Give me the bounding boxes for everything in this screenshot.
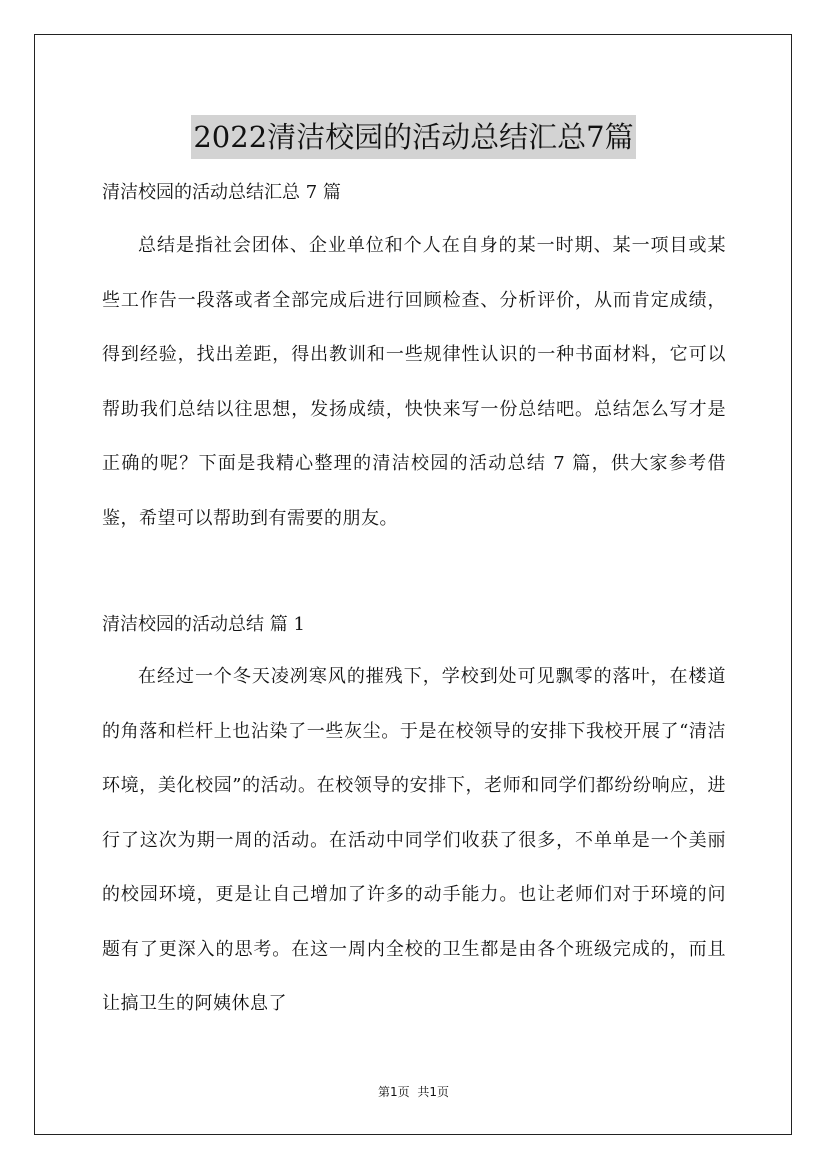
page-total: 共1页 bbox=[417, 1085, 450, 1099]
section-paragraph: 在经过一个冬天凌冽寒风的摧残下，学校到处可见飘零的落叶，在楼道的角落和栏杆上也沾染了一些灰尘。于是在校领导的安排下我校开展了“清洁环境，美化校园”的活动。在校领导的安排下，老师和同学们都纷纷响应，进行了这次为期一周的活动。在活动中同学们收获了很多，不单单是一个美丽的校园环境，更是让自己增加了许多的动手能力。也让老师们对于环境的问题有了更深入的思考。在这一周内全校的卫生都是由各个班级完成的，而且让搞卫生的阿姨休息了 bbox=[102, 666, 726, 1014]
page-number: 第1页 bbox=[377, 1085, 410, 1099]
title-container bbox=[0, 96, 827, 179]
document-title: 2022清洁校园的活动总结汇总7篇 bbox=[191, 115, 635, 159]
document-subtitle: 清洁校园的活动总结汇总 7 篇 bbox=[102, 182, 341, 203]
page-footer bbox=[0, 1083, 827, 1100]
intro-paragraph: 总结是指社会团体、企业单位和个人在自身的某一时期、某一项目或某些工作告一段落或者全部完成后进行回顾检查、分析评价，从而肯定成绩，得到经验，找出差距，得出教训和一些规律性认识的一种书面材料，它可以帮助我们总结以往思想，发扬成绩，快快来写一份总结吧。总结怎么写才是正确的呢？下面是我精心整理的清洁校园的活动总结 7 篇，供大家参考借鉴，希望可以帮助到有需要的朋友。 bbox=[102, 235, 726, 529]
section-heading: 清洁校园的活动总结 篇 1 bbox=[102, 614, 305, 635]
